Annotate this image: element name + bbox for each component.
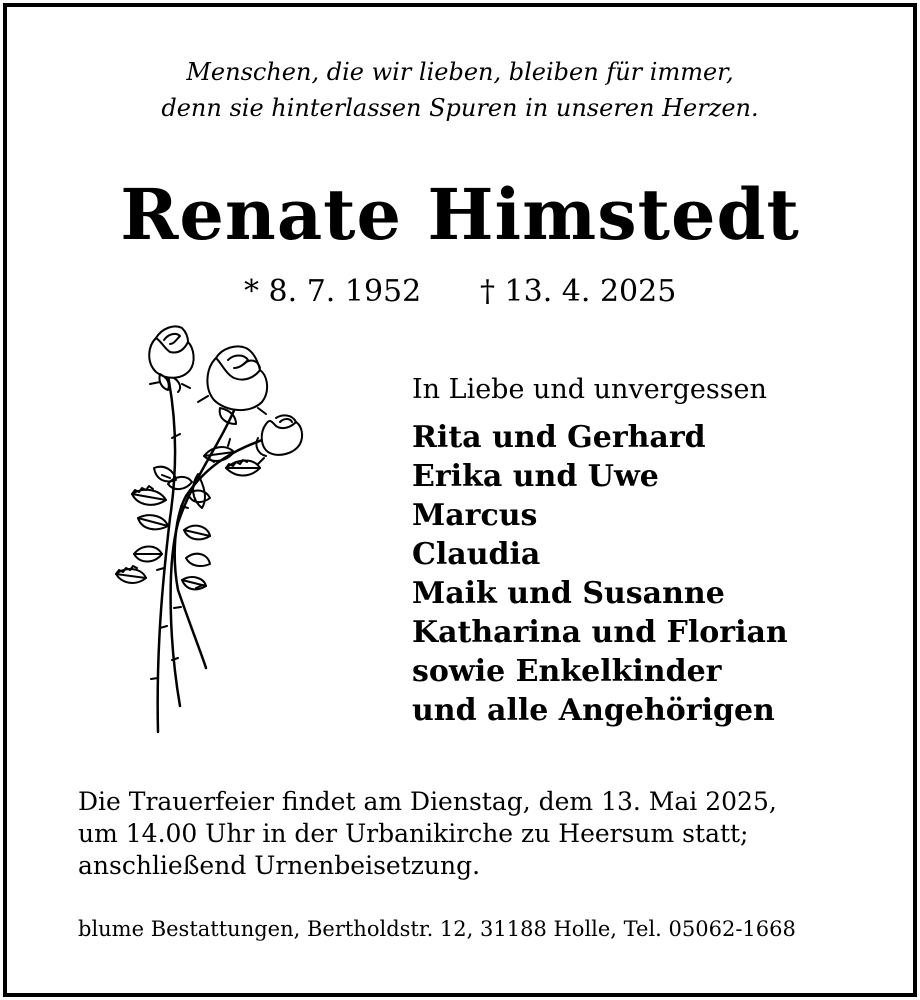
service-info (78, 786, 848, 882)
service-line-2 (78, 818, 848, 850)
death-date: † 13. 4. 2025 (480, 274, 677, 309)
roses-icon (108, 318, 313, 738)
birth-date: * 8. 7. 1952 (244, 274, 422, 309)
undertaker-contact: blume Bestattungen, Bertholdstr. 12, 31188 Holle, Tel. 05062-1668 (78, 917, 796, 941)
list-item: Katharina und Florian (412, 615, 788, 650)
deceased-name: Renate Himstedt (120, 173, 800, 256)
quote-line-1: Menschen, die wir lieben, bleiben für immer, (186, 58, 734, 86)
list-item: Rita und Gerhard (412, 420, 706, 455)
quote-line-2: denn sie hinterlassen Spuren in unseren Herzen. (161, 94, 759, 122)
service-line-3: anschließend Urnenbeisetzung. (78, 851, 481, 880)
service-text: um 14.00 Uhr in der Urbanikirche zu Heersum statt; (78, 819, 749, 848)
mourner-list (412, 418, 788, 730)
list-item: Claudia (412, 537, 541, 572)
service-text: Die Trauerfeier findet am Dienstag, dem 13. Mai 2025, (78, 787, 777, 816)
list-item: Maik und Susanne (412, 576, 725, 611)
mourning-intro: In Liebe und unvergessen (412, 374, 767, 405)
service-line-1 (78, 786, 848, 818)
list-item: Marcus (412, 498, 538, 533)
list-item: und alle Angehörigen (412, 693, 775, 728)
list-item: sowie Enkelkinder (412, 654, 722, 689)
list-item: Erika und Uwe (412, 459, 659, 494)
